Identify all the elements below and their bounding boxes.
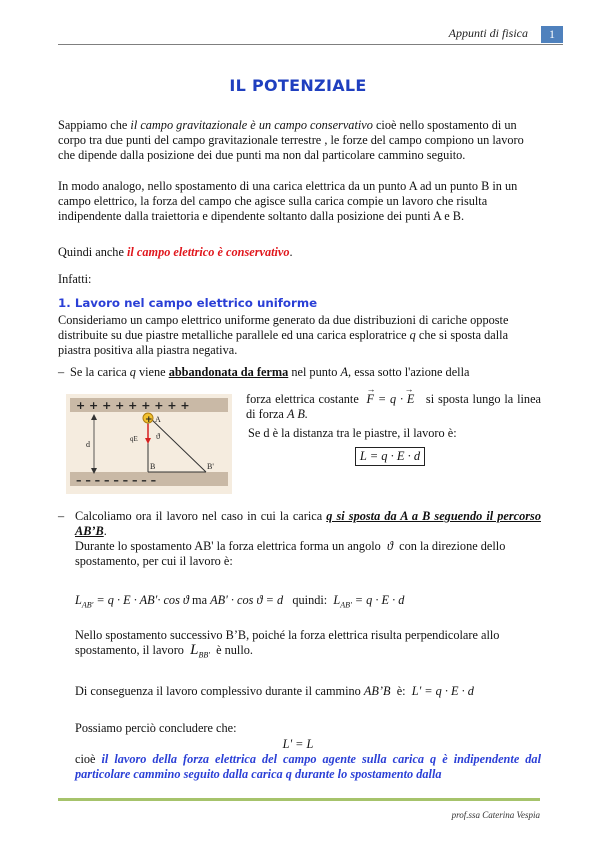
header-title: Appunti di fisica [448, 26, 528, 40]
bullet-dash: – [58, 365, 65, 379]
intro-paragraph-3: Quindi anche il campo elettrico è conservativo. [58, 245, 293, 259]
conclude-text: Possiamo perciò concludere che: [75, 721, 237, 735]
force-formula: → → F = q · E [366, 384, 415, 406]
capacitor-figure [66, 394, 232, 494]
page-title: IL POTENZIALE [229, 76, 367, 95]
force-description: forza elettrica costante → → F = q · E si sposta lungo la linea di forza A B. [246, 384, 541, 422]
distance-text: Se d è la distanza tra le piastre, il lavoro è: [248, 426, 457, 440]
section-paragraph-1: Consideriamo un campo elettrico uniforme generato da due distribuzioni di cariche opposte distribuite su due piastre metalliche parallele ed una carica esploratrice q che si sposta dalla piastra positiva alla piastra negativa. [58, 313, 509, 358]
l-equals-equation: L' = L [282, 737, 314, 751]
section-heading: 1. Lavoro nel campo elettrico uniforme [58, 296, 318, 310]
point-a-label: A [155, 415, 161, 424]
plus-plate-label: + + + + + + + + + [76, 399, 190, 412]
work-equation-line: $L_{AB'} = q \cdot E \cdot AB'\cdot \cos ϑ$ ma AB' · cos ϑ = d quindi: $L_{AB'} = q \cdot E \cdot d$ [75, 593, 405, 610]
point-b-label: B [150, 462, 156, 471]
total-work-paragraph: Di conseguenza il lavoro complessivo durante il cammino AB’B è: L' = q · E · d [75, 684, 474, 698]
work-formula-box: L = q · E · d [355, 447, 425, 466]
bullet-1-line: Se la carica q viene abbandonata da ferma nel punto A, essa sotto l'azione della [70, 365, 470, 379]
header-rule [58, 44, 563, 45]
footer-author: prof.ssa Caterina Vespia [451, 810, 540, 820]
intro-paragraph-2: In modo analogo, nello spostamento di una carica elettrica da un punto A ad un punto B in un campo elettrico, la forza del campo che agisce sulla carica compie un lavoro che risulta indipendente dalla traiettoria e dipendente soltanto dalla posizione dei punti A e B. [58, 179, 518, 224]
point-bprime-label: B' [207, 462, 214, 471]
charge-plus: + [145, 415, 153, 425]
bb-paragraph: Nello spostamento successivo B’B, poiché la forza elettrica risulta perpendicolare allo spostamento, il lavoro $L_{BB'}$ è nullo. [75, 628, 500, 660]
bullet-dash-2: – [58, 509, 65, 523]
angle-paragraph: Durante lo spostamento AB' la forza elettrica forma un angolo ϑ con la direzione dello spostamento, per cui il lavoro è: [75, 539, 506, 569]
infatti-text: Infatti: [58, 272, 92, 286]
theta-label: ϑ [156, 432, 160, 441]
intro-paragraph-1: Sappiamo che il campo gravitazionale è un campo conservativo cioè nello spostamento di un corpo tra due punti del campo gravitazionale terrestre , le forze del campo compiono un lavoro che dipende dalla posizione dei due punti ma non dal particolare cammino seguito. [58, 118, 524, 163]
minus-plate-label: – – – – – – – – – [76, 474, 157, 487]
page-number-badge: 1 [541, 26, 563, 43]
footer-rule [58, 798, 540, 801]
qe-label: qE [130, 435, 138, 443]
bullet-2-text: Calcoliamo ora il lavoro nel caso in cui la carica q si sposta da A a B seguendo il percorso AB’B. [75, 509, 541, 539]
distance-label: d [86, 440, 90, 449]
final-paragraph: cioè il lavoro della forza elettrica del campo agente sulla carica q è indipendente dal particolare cammino seguito dalla carica q durante lo spostamento dalla [75, 752, 541, 782]
